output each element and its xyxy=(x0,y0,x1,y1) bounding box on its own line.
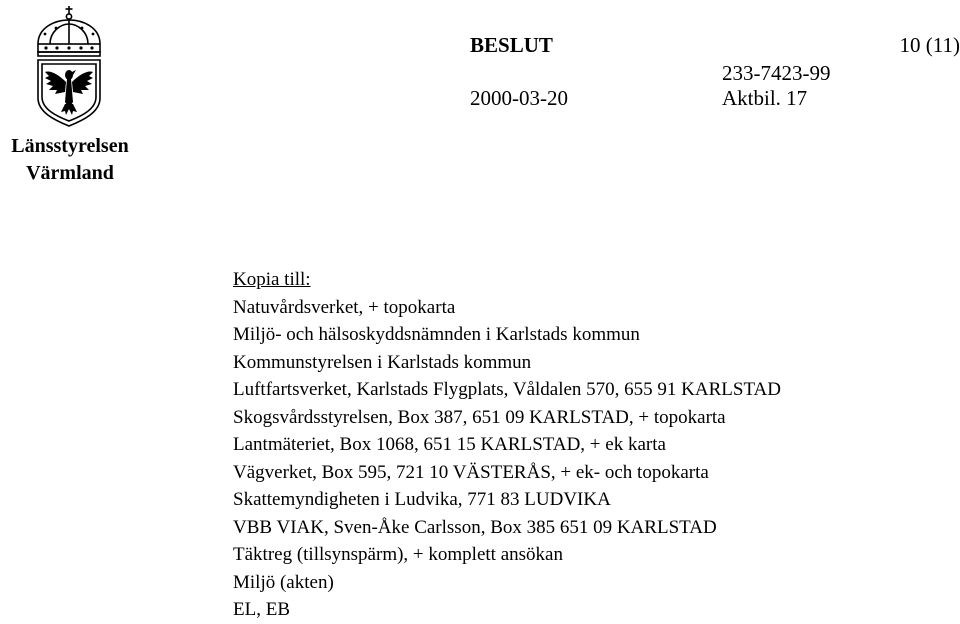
recipient-list xyxy=(233,294,953,624)
recipient-item: Täktreg (tillsynspärm), + komplett ansökan xyxy=(233,544,563,565)
recipient-item: VBB VIAK, Sven-Åke Carlsson, Box 385 651 09 KARLSTAD xyxy=(233,516,717,538)
copy-heading: Kopia till: xyxy=(233,269,311,290)
recipient-item: Miljö (akten) xyxy=(233,571,334,593)
document-date: 2000-03-20 xyxy=(470,86,568,110)
recipient-item: Miljö- och hälsoskyddsnämnden i Karlstads kommun xyxy=(233,324,640,345)
recipient-item: Kommunstyrelsen i Karlstads kommun xyxy=(233,351,532,373)
organization-region: Värmland xyxy=(26,162,114,184)
recipient-item: Lantmäteriet, Box 1068, 651 15 KARLSTAD, + ek karta xyxy=(233,434,666,455)
recipient-item: EL, EB xyxy=(233,599,290,620)
document-type: BESLUT xyxy=(470,33,553,57)
copy-recipients-section xyxy=(233,266,953,624)
case-number: 233-7423-99 xyxy=(722,61,831,85)
recipient-item: Luftfartsverket, Karlstads Flygplats, Våldalen 570, 655 91 KARLSTAD xyxy=(233,379,781,400)
page-number: 10 (11) xyxy=(899,33,960,57)
document-reference: Aktbil. 17 xyxy=(722,86,808,110)
coat-of-arms-icon xyxy=(28,4,110,128)
recipient-item: Vägverket, Box 595, 721 10 VÄSTERÅS, + ek- och topokarta xyxy=(233,461,709,483)
recipient-item: Natuvårdsverket, + topokarta xyxy=(233,296,456,318)
recipient-item: Skattemyndigheten i Ludvika, 771 83 LUDVIKA xyxy=(233,489,611,510)
organization-name: Länsstyrelsen xyxy=(11,135,129,157)
recipient-item: Skogsvårdsstyrelsen, Box 387, 651 09 KARLSTAD, + topokarta xyxy=(233,406,726,428)
